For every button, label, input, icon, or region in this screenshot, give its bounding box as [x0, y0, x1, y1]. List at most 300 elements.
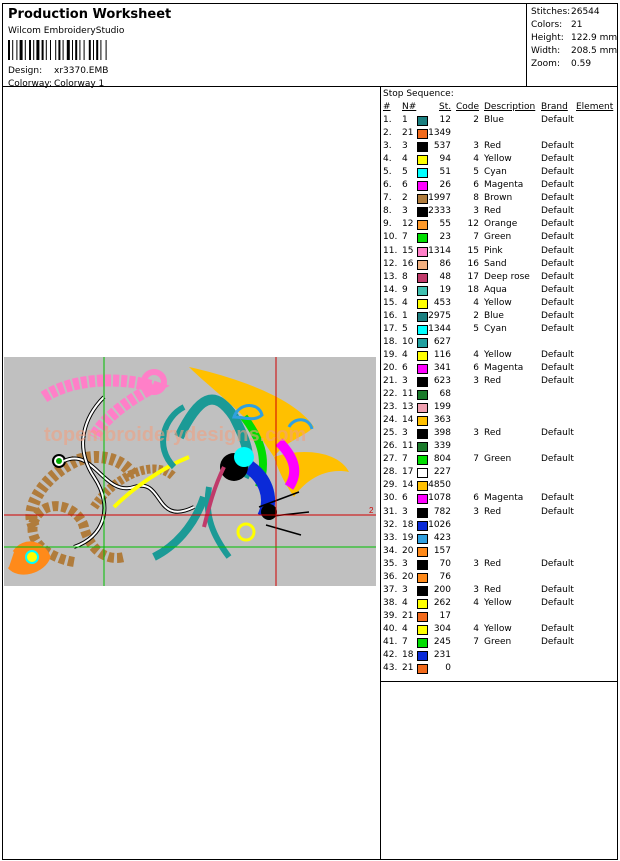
row-needle: 5	[402, 323, 408, 334]
row-code: 7	[473, 232, 479, 243]
row-code: 4	[473, 349, 479, 360]
page-title: Production Worksheet	[8, 7, 172, 22]
row-description: Aqua	[484, 284, 507, 295]
sequence-row	[381, 428, 617, 441]
row-needle: 6	[402, 180, 408, 191]
row-num: 7.	[383, 193, 392, 204]
row-code: 15	[467, 245, 479, 256]
row-needle: 20	[402, 571, 414, 582]
sequence-row	[381, 533, 617, 546]
row-stitches: 157	[433, 545, 451, 556]
row-brand: Default	[541, 637, 574, 647]
sequence-row	[381, 637, 617, 650]
row-needle: 14	[402, 415, 414, 426]
row-code: 3	[473, 141, 479, 152]
row-num: 9.	[383, 219, 392, 230]
row-needle: 15	[402, 245, 414, 256]
design-label: Design:	[8, 66, 43, 76]
color-swatch	[417, 534, 428, 544]
row-description: Yellow	[484, 154, 512, 165]
row-needle: 3	[402, 206, 408, 217]
row-num: 27.	[383, 454, 398, 465]
row-code: 4	[473, 623, 479, 634]
col-code: Code	[456, 102, 480, 112]
row-needle: 1	[402, 115, 408, 125]
row-brand: Default	[541, 180, 574, 191]
colorway-value: Colorway 1	[54, 79, 105, 89]
color-swatch	[417, 286, 428, 296]
row-needle: 4	[402, 349, 408, 360]
row-stitches: 4850	[428, 480, 451, 491]
color-swatch	[417, 207, 428, 217]
sequence-row	[381, 128, 617, 141]
row-num: 43.	[383, 663, 398, 674]
sequence-row	[381, 624, 617, 637]
row-code: 6	[473, 493, 479, 504]
col-stitches: St.	[439, 102, 452, 112]
design-value: xr3370.EMB	[54, 66, 109, 76]
row-num: 14.	[383, 284, 398, 295]
row-description: Blue	[484, 310, 504, 321]
sequence-row	[381, 115, 617, 128]
guide-marker: 2	[369, 506, 374, 515]
row-num: 29.	[383, 480, 398, 491]
sequence-row	[381, 337, 617, 350]
row-num: 32.	[383, 519, 398, 530]
row-stitches: 262	[433, 597, 451, 608]
row-code: 3	[473, 376, 479, 386]
color-swatch	[417, 403, 428, 413]
row-stitches: 0	[445, 663, 451, 674]
row-code: 6	[473, 180, 479, 191]
row-stitches: 363	[433, 415, 451, 426]
color-swatch	[417, 481, 428, 491]
row-num: 26.	[383, 441, 398, 452]
row-description: Brown	[484, 193, 513, 204]
sequence-row	[381, 206, 617, 219]
row-num: 2.	[383, 128, 392, 139]
row-stitches: 623	[433, 376, 451, 386]
row-needle: 21	[402, 663, 414, 674]
stop-sequence-title: Stop Sequence:	[383, 89, 454, 99]
row-code: 5	[473, 323, 479, 334]
color-swatch	[417, 586, 428, 596]
color-swatch	[417, 508, 428, 518]
row-code: 12	[467, 219, 479, 230]
sequence-row	[381, 559, 617, 572]
sequence-row	[381, 389, 617, 402]
row-code: 18	[467, 284, 479, 295]
row-needle: 9	[402, 284, 408, 295]
color-swatch	[417, 390, 428, 400]
row-stitches: 48	[439, 271, 451, 282]
row-stitches: 199	[433, 402, 451, 413]
row-num: 17.	[383, 323, 398, 334]
row-brand: Default	[541, 454, 574, 465]
row-code: 3	[473, 584, 479, 595]
row-num: 15.	[383, 297, 398, 308]
sequence-row	[381, 193, 617, 206]
row-description: Pink	[484, 245, 503, 256]
row-needle: 5	[402, 167, 408, 178]
row-num: 5.	[383, 167, 392, 178]
row-description: Yellow	[484, 623, 512, 634]
row-brand: Default	[541, 323, 574, 334]
color-swatch	[417, 364, 428, 374]
row-brand: Default	[541, 141, 574, 152]
row-description: Cyan	[484, 167, 507, 178]
row-brand: Default	[541, 115, 574, 125]
row-stitches: 341	[433, 362, 451, 373]
row-code: 8	[473, 193, 479, 204]
row-stitches: 2333	[428, 206, 451, 217]
row-brand: Default	[541, 193, 574, 204]
row-description: Green	[484, 637, 512, 647]
row-stitches: 804	[433, 454, 451, 465]
row-needle: 3	[402, 584, 408, 595]
row-description: Yellow	[484, 297, 512, 308]
row-stitches: 1078	[428, 493, 451, 504]
color-swatch	[417, 299, 428, 309]
row-stitches: 453	[433, 297, 451, 308]
row-description: Magenta	[484, 362, 524, 373]
row-stitches: 86	[439, 258, 451, 269]
sequence-row	[381, 611, 617, 624]
row-num: 21.	[383, 376, 398, 386]
row-stitches: 200	[433, 584, 451, 595]
row-stitches: 1344	[428, 323, 451, 334]
row-num: 25.	[383, 428, 398, 439]
row-brand: Default	[541, 154, 574, 165]
row-num: 28.	[383, 467, 398, 478]
row-description: Cyan	[484, 323, 507, 334]
row-stitches: 23	[439, 232, 451, 243]
row-description: Deep rose	[484, 271, 530, 282]
row-code: 3	[473, 428, 479, 439]
row-stitches: 55	[439, 219, 451, 230]
sequence-row	[381, 232, 617, 245]
row-needle: 13	[402, 402, 414, 413]
row-code: 4	[473, 297, 479, 308]
row-stitches: 68	[439, 389, 451, 400]
row-stitches: 423	[433, 532, 451, 543]
row-description: Blue	[484, 115, 504, 125]
row-needle: 4	[402, 623, 408, 634]
stats-box	[526, 3, 618, 87]
row-description: Red	[484, 206, 502, 217]
color-swatch	[417, 468, 428, 478]
sequence-row	[381, 363, 617, 376]
row-brand: Default	[541, 349, 574, 360]
sequence-row	[381, 493, 617, 506]
row-brand: Default	[541, 558, 574, 569]
row-needle: 4	[402, 597, 408, 608]
stat-height: Height: 122.9 mm	[531, 33, 618, 43]
row-num: 42.	[383, 650, 398, 661]
row-description: Yellow	[484, 349, 512, 360]
color-swatch	[417, 312, 428, 322]
row-num: 1.	[383, 115, 392, 125]
row-stitches: 1026	[428, 519, 451, 530]
row-needle: 6	[402, 493, 408, 504]
row-code: 3	[473, 206, 479, 217]
sequence-row	[381, 324, 617, 337]
row-num: 13.	[383, 271, 398, 282]
row-brand: Default	[541, 258, 574, 269]
stop-sequence-pane	[380, 86, 618, 682]
row-brand: Default	[541, 597, 574, 608]
color-swatch	[417, 494, 428, 504]
row-num: 36.	[383, 571, 398, 582]
sequence-row	[381, 585, 617, 598]
row-description: Magenta	[484, 180, 524, 191]
design-canvas	[4, 357, 376, 586]
row-stitches: 227	[433, 467, 451, 478]
worksheet-header	[2, 3, 527, 87]
col-element: Element	[576, 102, 614, 112]
row-code: 6	[473, 362, 479, 373]
color-swatch	[417, 142, 428, 152]
color-swatch	[417, 612, 428, 622]
row-needle: 3	[402, 141, 408, 152]
row-stitches: 76	[439, 571, 451, 582]
row-num: 8.	[383, 206, 392, 217]
sequence-row	[381, 572, 617, 585]
row-num: 3.	[383, 141, 392, 152]
row-needle: 4	[402, 154, 408, 165]
sequence-row	[381, 219, 617, 232]
color-swatch	[417, 247, 428, 257]
row-brand: Default	[541, 584, 574, 595]
sequence-row	[381, 650, 617, 663]
embroidery-design	[4, 357, 376, 586]
row-stitches: 627	[433, 336, 451, 347]
row-num: 19.	[383, 349, 398, 360]
sequence-row	[381, 285, 617, 298]
row-needle: 18	[402, 519, 414, 530]
row-stitches: 245	[433, 637, 451, 647]
row-code: 4	[473, 597, 479, 608]
col-description: Description	[484, 102, 536, 112]
sequence-row	[381, 467, 617, 480]
sequence-row	[381, 663, 617, 676]
row-num: 33.	[383, 532, 398, 543]
color-swatch	[417, 351, 428, 361]
row-description: Red	[484, 584, 502, 595]
row-num: 24.	[383, 415, 398, 426]
row-brand: Default	[541, 310, 574, 321]
row-code: 7	[473, 454, 479, 465]
color-swatch	[417, 625, 428, 635]
color-swatch	[417, 599, 428, 609]
row-needle: 11	[402, 441, 414, 452]
row-num: 41.	[383, 637, 398, 647]
watermark-text: topembroiderydesigns.com	[44, 424, 307, 446]
row-num: 40.	[383, 623, 398, 634]
color-swatch	[417, 455, 428, 465]
stat-width: Width: 208.5 mm	[531, 46, 618, 56]
row-stitches: 2975	[428, 310, 451, 321]
sequence-row	[381, 480, 617, 493]
row-code: 4	[473, 154, 479, 165]
row-stitches: 1997	[428, 193, 451, 204]
row-brand: Default	[541, 297, 574, 308]
row-stitches: 51	[439, 167, 451, 178]
row-stitches: 116	[433, 349, 451, 360]
row-stitches: 94	[439, 154, 451, 165]
row-brand: Default	[541, 428, 574, 439]
color-swatch	[417, 547, 428, 557]
row-code: 17	[467, 271, 479, 282]
row-num: 20.	[383, 362, 398, 373]
row-stitches: 339	[433, 441, 451, 452]
row-description: Red	[484, 376, 502, 386]
row-stitches: 12	[439, 115, 451, 125]
row-stitches: 398	[433, 428, 451, 439]
color-swatch	[417, 181, 428, 191]
row-needle: 14	[402, 480, 414, 491]
color-swatch	[417, 638, 428, 648]
row-brand: Default	[541, 376, 574, 386]
row-stitches: 304	[433, 623, 451, 634]
row-brand: Default	[541, 493, 574, 504]
color-swatch	[417, 664, 428, 674]
row-brand: Default	[541, 232, 574, 243]
row-stitches: 1314	[428, 245, 451, 256]
row-description: Red	[484, 141, 502, 152]
sequence-row	[381, 546, 617, 559]
sequence-row	[381, 246, 617, 259]
row-brand: Default	[541, 219, 574, 230]
row-description: Sand	[484, 258, 507, 269]
row-description: Green	[484, 232, 512, 243]
row-description: Yellow	[484, 597, 512, 608]
sequence-row	[381, 180, 617, 193]
color-swatch	[417, 325, 428, 335]
row-num: 35.	[383, 558, 398, 569]
row-brand: Default	[541, 167, 574, 178]
color-swatch	[417, 521, 428, 531]
color-swatch	[417, 651, 428, 661]
stat-colors: Colors: 21	[531, 20, 583, 30]
color-swatch	[417, 416, 428, 426]
row-needle: 4	[402, 297, 408, 308]
row-description: Magenta	[484, 493, 524, 504]
sequence-row	[381, 520, 617, 533]
color-swatch	[417, 155, 428, 165]
row-stitches: 19	[439, 284, 451, 295]
color-swatch	[417, 377, 428, 387]
stat-zoom: Zoom: 0.59	[531, 59, 592, 69]
row-code: 5	[473, 167, 479, 178]
row-num: 18.	[383, 336, 398, 347]
row-brand: Default	[541, 245, 574, 256]
sequence-row	[381, 167, 617, 180]
row-description: Red	[484, 428, 502, 439]
sequence-row	[381, 598, 617, 611]
row-code: 3	[473, 558, 479, 569]
row-stitches: 17	[439, 610, 451, 621]
notes-pane	[380, 681, 618, 860]
row-num: 16.	[383, 310, 398, 321]
row-stitches: 70	[439, 558, 451, 569]
sequence-row	[381, 154, 617, 167]
col-needle: N#	[402, 102, 417, 112]
company-name: Wilcom EmbroideryStudio	[8, 26, 125, 36]
row-needle: 12	[402, 219, 414, 230]
row-stitches: 1349	[428, 128, 451, 139]
color-swatch	[417, 442, 428, 452]
row-brand: Default	[541, 623, 574, 634]
color-swatch	[417, 273, 428, 283]
sequence-row	[381, 141, 617, 154]
row-needle: 7	[402, 232, 408, 243]
row-num: 11.	[383, 245, 398, 256]
stat-stitches: Stitches: 26544	[531, 7, 600, 17]
row-needle: 3	[402, 376, 408, 386]
color-swatch	[417, 573, 428, 583]
row-stitches: 231	[433, 650, 451, 661]
row-brand: Default	[541, 271, 574, 282]
row-needle: 21	[402, 610, 414, 621]
sequence-row	[381, 298, 617, 311]
row-needle: 7	[402, 454, 408, 465]
row-needle: 18	[402, 650, 414, 661]
design-row	[8, 66, 109, 76]
row-code: 16	[467, 258, 479, 269]
row-description: Green	[484, 454, 512, 465]
sequence-row	[381, 376, 617, 389]
row-needle: 17	[402, 467, 414, 478]
sequence-row	[381, 311, 617, 324]
color-swatch	[417, 338, 428, 348]
row-description: Red	[484, 506, 502, 517]
row-description: Red	[484, 558, 502, 569]
row-num: 30.	[383, 493, 398, 504]
row-num: 23.	[383, 402, 398, 413]
row-code: 3	[473, 506, 479, 517]
row-num: 39.	[383, 610, 398, 621]
row-needle: 21	[402, 128, 414, 139]
row-num: 22.	[383, 389, 398, 400]
sequence-row	[381, 441, 617, 454]
row-needle: 7	[402, 637, 408, 647]
row-code: 2	[473, 310, 479, 321]
row-num: 12.	[383, 258, 398, 269]
sequence-row	[381, 507, 617, 520]
sequence-row	[381, 415, 617, 428]
row-needle: 3	[402, 428, 408, 439]
row-stitches: 782	[433, 506, 451, 517]
barcode-icon	[8, 40, 134, 60]
row-brand: Default	[541, 362, 574, 373]
row-needle: 11	[402, 389, 414, 400]
row-stitches: 26	[439, 180, 451, 191]
row-num: 31.	[383, 506, 398, 517]
row-needle: 1	[402, 310, 408, 321]
row-brand: Default	[541, 284, 574, 295]
row-num: 4.	[383, 154, 392, 165]
row-brand: Default	[541, 506, 574, 517]
color-swatch	[417, 260, 428, 270]
sequence-row	[381, 350, 617, 363]
color-swatch	[417, 220, 428, 230]
color-swatch	[417, 429, 428, 439]
color-swatch	[417, 233, 428, 243]
col-brand: Brand	[541, 102, 568, 112]
col-num: #	[383, 102, 391, 112]
row-code: 7	[473, 637, 479, 647]
